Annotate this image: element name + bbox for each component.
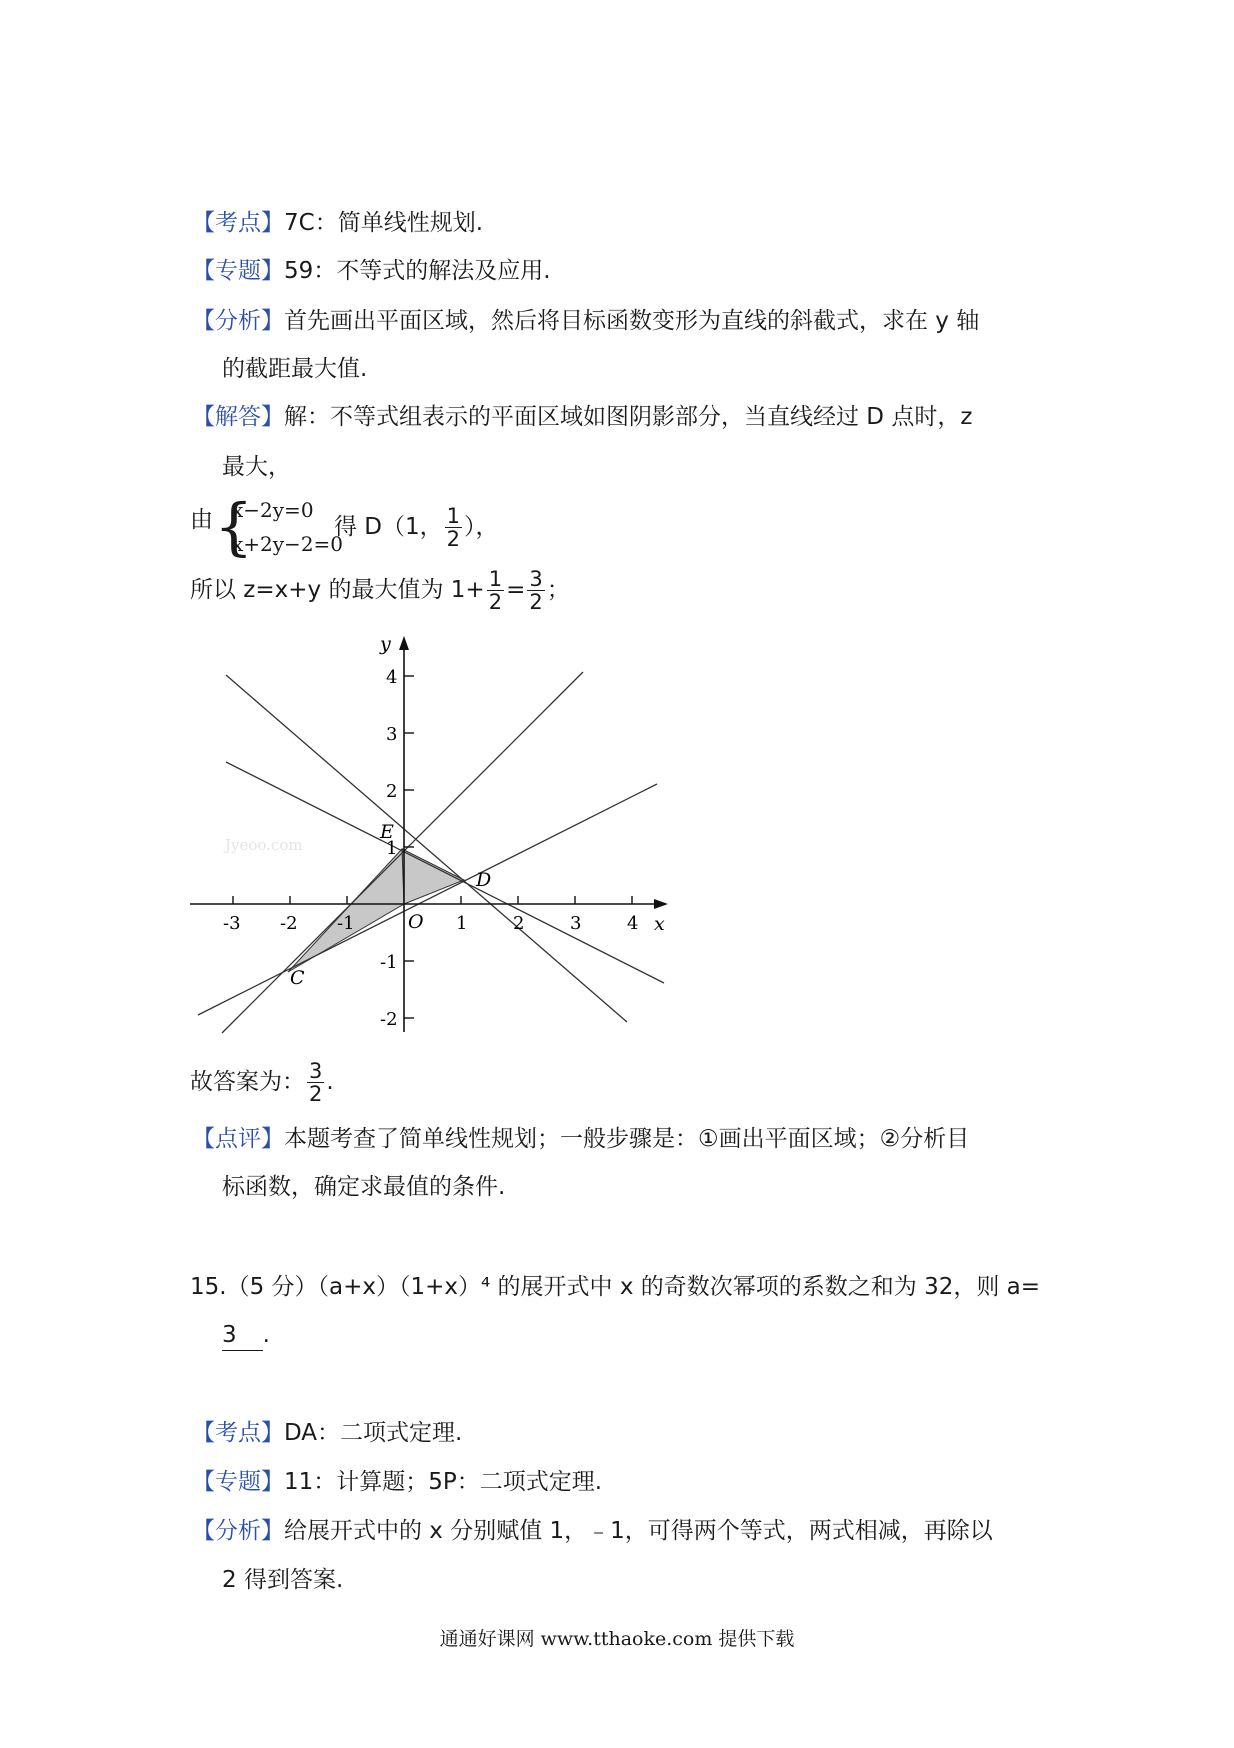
fenxi-2-tag: 【分析】 bbox=[192, 1518, 284, 1544]
kaodian-line bbox=[192, 208, 483, 238]
equation-system bbox=[192, 490, 352, 563]
zhuanti-tag: 【专题】 bbox=[192, 258, 284, 284]
fraction-numerator: 1 bbox=[488, 567, 503, 591]
x-tick-label: 4 bbox=[627, 913, 639, 934]
x-ticks bbox=[223, 896, 638, 934]
fraction-half bbox=[487, 568, 504, 613]
system-prefix: 由 bbox=[190, 507, 213, 533]
system-result bbox=[334, 505, 499, 550]
y-tick-label: 4 bbox=[386, 667, 398, 688]
y-tick-label: 1 bbox=[386, 838, 398, 859]
dianping-line-1 bbox=[192, 1124, 969, 1154]
kaodian-2-line bbox=[192, 1418, 462, 1448]
dianping-tag: 【点评】 bbox=[192, 1126, 284, 1152]
fraction-denominator: 2 bbox=[446, 527, 461, 551]
x-tick-label: 3 bbox=[570, 913, 582, 934]
fraction-numerator: 3 bbox=[309, 1059, 323, 1083]
answer-prefix: 故答案为： bbox=[190, 1069, 305, 1095]
y-ticks bbox=[380, 667, 414, 1030]
line-x-plus-2y-minus-2 bbox=[226, 762, 664, 983]
max-value-line bbox=[190, 568, 570, 613]
equation-2: x+2y−2=0 bbox=[232, 532, 344, 556]
kaodian-2-text: DA：二项式定理. bbox=[284, 1420, 463, 1446]
y-tick-label: 2 bbox=[386, 781, 398, 802]
kaodian-text: 7C：简单线性规划. bbox=[284, 210, 484, 236]
answer-line bbox=[190, 1060, 334, 1105]
jieda-line-1 bbox=[192, 402, 972, 432]
jieda-line-2: 最大， bbox=[222, 454, 291, 480]
zhuanti-2-line bbox=[192, 1467, 602, 1497]
fenxi-line-2: 的截距最大值. bbox=[222, 356, 368, 382]
equation-1: x−2y=0 bbox=[232, 498, 314, 522]
fraction-numerator: 3 bbox=[529, 567, 543, 591]
max-prefix: 所以 z=x+y 的最大值为 1+ bbox=[190, 577, 485, 603]
fraction-denominator: 2 bbox=[488, 590, 503, 614]
fraction-denominator: 2 bbox=[529, 590, 543, 614]
fraction-numerator: 1 bbox=[446, 504, 461, 528]
kaodian-tag: 【考点】 bbox=[192, 210, 284, 236]
x-tick-label: 1 bbox=[456, 913, 468, 934]
x-tick-label: -2 bbox=[280, 913, 298, 934]
y-tick-label: 3 bbox=[386, 724, 398, 745]
zhuanti-line bbox=[192, 256, 551, 286]
zhuanti-2-tag: 【专题】 bbox=[192, 1469, 284, 1495]
point-c-label: C bbox=[290, 967, 305, 989]
jieda-tag: 【解答】 bbox=[192, 404, 284, 430]
fenxi-tag: 【分析】 bbox=[192, 308, 284, 334]
question-15-answer: 3 bbox=[222, 1320, 263, 1351]
y-axis-label: y bbox=[380, 633, 391, 655]
kaodian-2-tag: 【考点】 bbox=[192, 1420, 284, 1446]
system-result-prefix: 得 D（1， bbox=[334, 514, 443, 540]
fenxi-2-line-1 bbox=[192, 1516, 993, 1546]
question-15-answer-line bbox=[222, 1320, 270, 1351]
point-d-label: D bbox=[476, 869, 492, 891]
dianping-text-1: 本题考查了简单线性规划；一般步骤是：①画出平面区域；②分析目 bbox=[284, 1126, 970, 1152]
fraction-three-halves bbox=[527, 568, 544, 613]
y-axis-arrow bbox=[399, 636, 409, 650]
coordinate-graph bbox=[185, 625, 675, 1045]
fenxi-2-text-1: 给展开式中的 x 分别赋值 1，﹣1，可得两个等式，两式相减，再除以 bbox=[284, 1518, 993, 1544]
fraction-denominator: 2 bbox=[309, 1082, 323, 1106]
equals-sign: = bbox=[506, 577, 526, 603]
question-15-line: 15.（5 分）（a+x）（1+x）⁴ 的展开式中 x 的奇数次幂项的系数之和为 32，则 a= bbox=[190, 1274, 1041, 1300]
dianping-line-2: 标函数，确定求最值的条件. bbox=[222, 1174, 506, 1200]
line-x-minus-2y bbox=[198, 784, 657, 1015]
y-tick-label: -1 bbox=[380, 952, 398, 973]
brace-symbol: { bbox=[214, 490, 254, 563]
point-e-label: E bbox=[380, 821, 394, 843]
jieda-text-1: 解：不等式组表示的平面区域如图阴影部分，当直线经过 D 点时，z bbox=[284, 404, 973, 430]
answer-suffix: . bbox=[326, 1069, 334, 1095]
zhuanti-2-text: 11：计算题；5P：二项式定理. bbox=[284, 1469, 603, 1495]
fraction-d-y bbox=[445, 505, 462, 550]
shaded-region bbox=[402, 849, 464, 904]
zhuanti-text: 59：不等式的解法及应用. bbox=[284, 258, 551, 284]
question-15-period: . bbox=[262, 1322, 270, 1348]
x-axis-label: x bbox=[654, 913, 665, 935]
x-tick-label: -3 bbox=[223, 913, 241, 934]
answer-fraction bbox=[307, 1060, 324, 1105]
fenxi-2-line-2: 2 得到答案. bbox=[222, 1567, 344, 1593]
x-tick-label: 2 bbox=[513, 913, 525, 934]
fenxi-text-1: 首先画出平面区域，然后将目标函数变形为直线的斜截式，求在 y 轴 bbox=[284, 308, 980, 334]
system-result-suffix: ）， bbox=[464, 514, 499, 540]
x-axis-arrow bbox=[654, 899, 668, 909]
x-tick-label: -1 bbox=[337, 913, 355, 934]
fenxi-line-1 bbox=[192, 306, 979, 336]
y-tick-label: -2 bbox=[380, 1009, 398, 1030]
origin-label: O bbox=[408, 911, 424, 933]
page-footer: 通通好课网 www.tthaoke.com 提供下载 bbox=[439, 1628, 795, 1650]
max-suffix: ； bbox=[546, 577, 570, 603]
watermark: Jyeoo.com bbox=[225, 836, 303, 854]
